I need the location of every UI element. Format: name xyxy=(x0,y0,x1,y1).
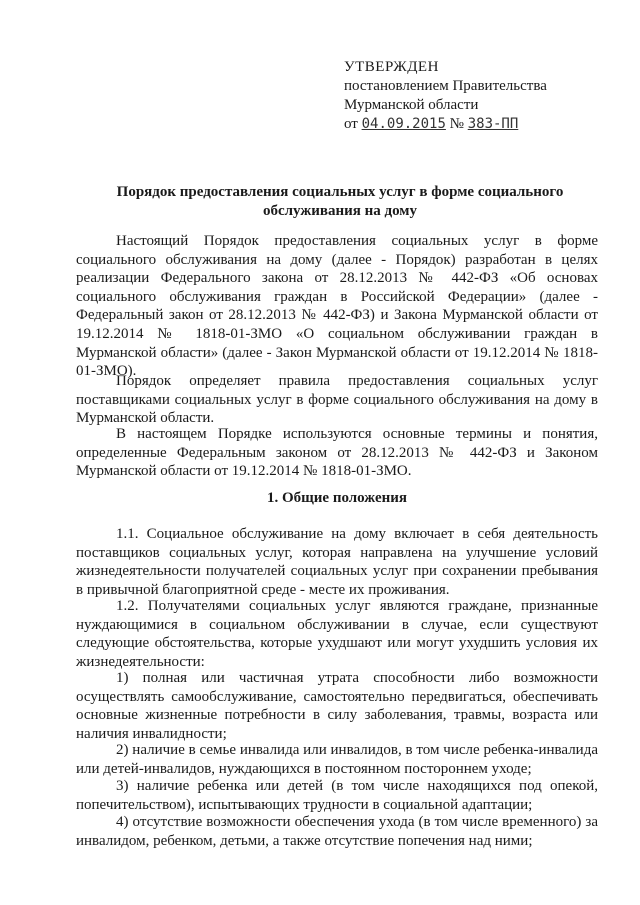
list-item-1: 1) полная или частичная утрата способности либо возможности осуществлять самообслуживание, самостоятельно передвигаться, обеспечивать основные жизненные потребности в силу заболевания, травмы, возраста или наличия инвалидности; xyxy=(76,670,598,742)
date-prefix: от xyxy=(344,116,358,132)
approval-line-1: постановлением Правительства xyxy=(344,78,547,94)
document-title xyxy=(60,183,620,221)
list-item-2: 2) наличие в семье инвалида или инвалидов, в том числе ребенка-инвалида или детей-инвалидов, нуждающихся в постоянном постороннем уходе; xyxy=(76,742,598,777)
list-item-3: 3) наличие ребенка или детей (в том числе находящихся под опекой, попечительством), испытывающих трудности в социальной адаптации; xyxy=(76,778,598,813)
list-item-4: 4) отсутствие возможности обеспечения ухода (в том числе временного) за инвалидом, ребенком, детьми, а также отсутствие попечения над ними; xyxy=(76,814,598,849)
section-paragraph-1-1: 1.1. Социальное обслуживание на дому включает в себя деятельность поставщиков социальных услуг, которая направлена на улучшение условий жизнедеятельности получателей социальных услуг при сохранении пребывания в привычной благоприятной среде - месте их проживания. xyxy=(76,526,598,598)
approval-date-line xyxy=(344,115,547,134)
section-heading: 1. Общие положения xyxy=(266,490,408,506)
approval-date: 04.09.2015 xyxy=(361,116,446,132)
intro-paragraph-1: Настоящий Порядок предоставления социальных услуг в форме социального обслуживания на дому (далее - Порядок) разработан в целях реализации Федерального закона от 28.12.2013 № 442-ФЗ «Об основах социального обслуживания граждан в Российской Федерации» (далее - Федеральный закон от 28.12.2013 № 442-ФЗ) и Закона Мурманской области от 19.12.2014 № 1818-01-ЗМО «О социальном обслуживании граждан в Мурманской области» (далее - Закон Мурманской области от 19.12.2014 № 1818-01-ЗМО). xyxy=(76,233,598,380)
title-line-2: обслуживания на дому xyxy=(262,203,418,219)
intro-paragraph-2: Порядок определяет правила предоставления социальных услуг поставщиками социальных услуг в форме социального обслуживания на дому в Мурманской области. xyxy=(76,373,598,427)
approval-number: 383-ПП xyxy=(467,116,519,132)
section-paragraph-1-2: 1.2. Получателями социальных услуг являются граждане, признанные нуждающимися в социальном обслуживании в случае, если существуют следующие обстоятельства, которые ухудшают или могут ухудшить условия их жизнедеятельности: xyxy=(76,598,598,670)
intro-paragraph-3: В настоящем Порядке используются основные термины и понятия, определенные Федеральным законом от 28.12.2013 № 442-ФЗ и Законом Мурманской области от 19.12.2014 № 1818-01-ЗМО. xyxy=(76,426,598,480)
approval-heading: УТВЕРЖДЕН xyxy=(344,59,439,75)
approval-stamp xyxy=(344,58,547,134)
title-line-1: Порядок предоставления социальных услуг в форме социального xyxy=(116,184,564,200)
number-prefix: № xyxy=(449,116,464,132)
approval-line-2: Мурманской области xyxy=(344,97,479,113)
